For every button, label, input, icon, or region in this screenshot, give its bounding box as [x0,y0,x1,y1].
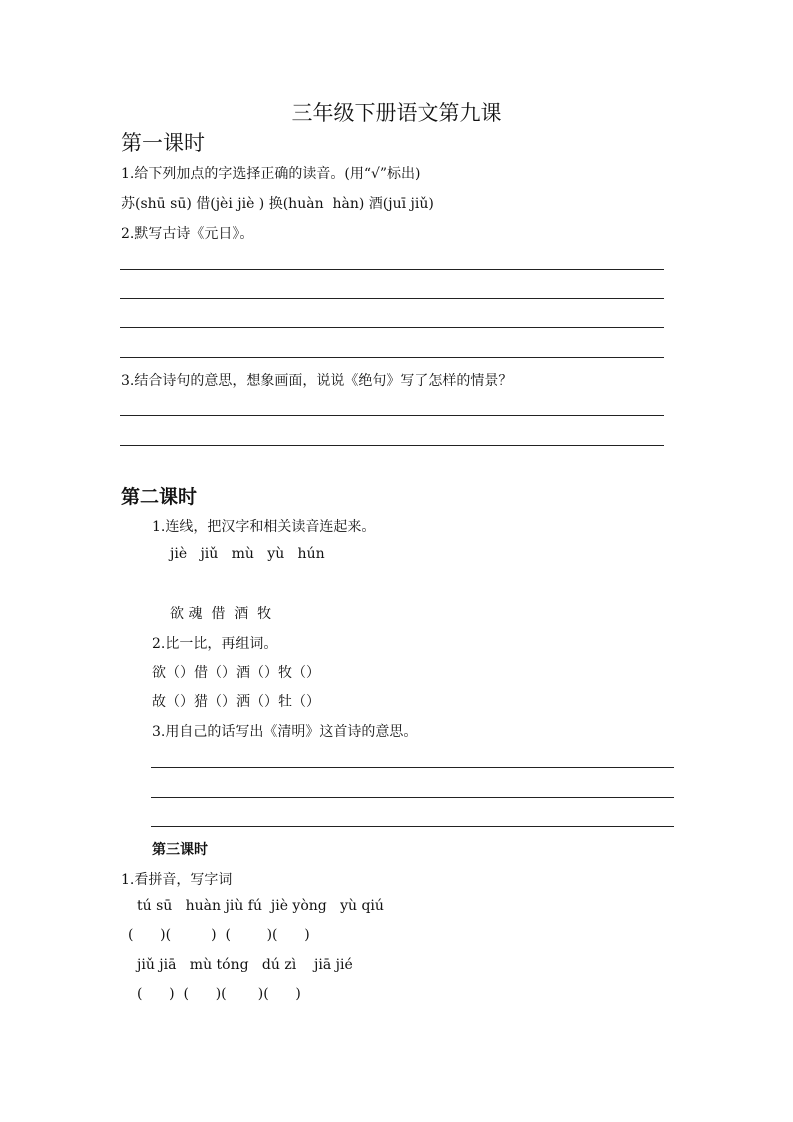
answer-line [120,357,664,358]
lesson3-heading: 第三课时 [152,842,208,858]
lesson2-q1-chars: 欲 魂 借 酒 牧 [170,606,272,622]
lesson3-q1: 1.看拼音，写字词 [121,872,233,888]
lesson1-q2: 2.默写古诗《元日》。 [121,226,254,242]
lesson2-q2-row2: 故（）猎（）洒（）牡（） [152,694,320,710]
lesson3-row2-pinyin: jiǔ jiā mù tóng dú zì jiā jié [137,957,353,973]
answer-line [151,797,674,798]
lesson1-q1: 1.给下列加点的字选择正确的读音。(用“√”标出) [121,166,421,182]
lesson2-heading: 第二课时 [121,486,198,508]
lesson2-q2-row1: 欲（）借（）酒（）牧（） [152,665,320,681]
lesson2-q1-pinyin: jiè jiǔ mù yù hún [170,546,325,562]
lesson2-q1: 1.连线，把汉字和相关读音连起来。 [152,519,376,535]
answer-line [151,767,674,768]
lesson3-row1-pinyin: tú sū huàn jiù fú jiè yòng yù qiú [137,898,384,914]
lesson1-q3: 3.结合诗句的意思，想象画面，说说《绝句》写了怎样的情景？ [121,373,513,389]
lesson3-row1-blanks: ( )( ) ( )( ) [128,927,310,943]
answer-line [151,826,674,827]
lesson2-q3: 3.用自己的话写出《清明》这首诗的意思。 [152,724,418,740]
answer-line [120,415,664,416]
lesson1-q1-options: 苏(shū sū) 借(jèi jiè ) 换(huàn hàn) 酒(juī jiǔ) [121,196,434,212]
page-title: 三年级下册语文第九课 [291,101,502,125]
lesson3-row2-blanks: ( ) ( )( )( ) [137,986,301,1002]
lesson2-q2: 2.比一比，再组词。 [152,636,278,652]
answer-line [120,445,664,446]
answer-line [120,327,664,328]
lesson1-heading: 第一课时 [121,131,205,155]
answer-line [120,269,664,270]
answer-line [120,298,664,299]
